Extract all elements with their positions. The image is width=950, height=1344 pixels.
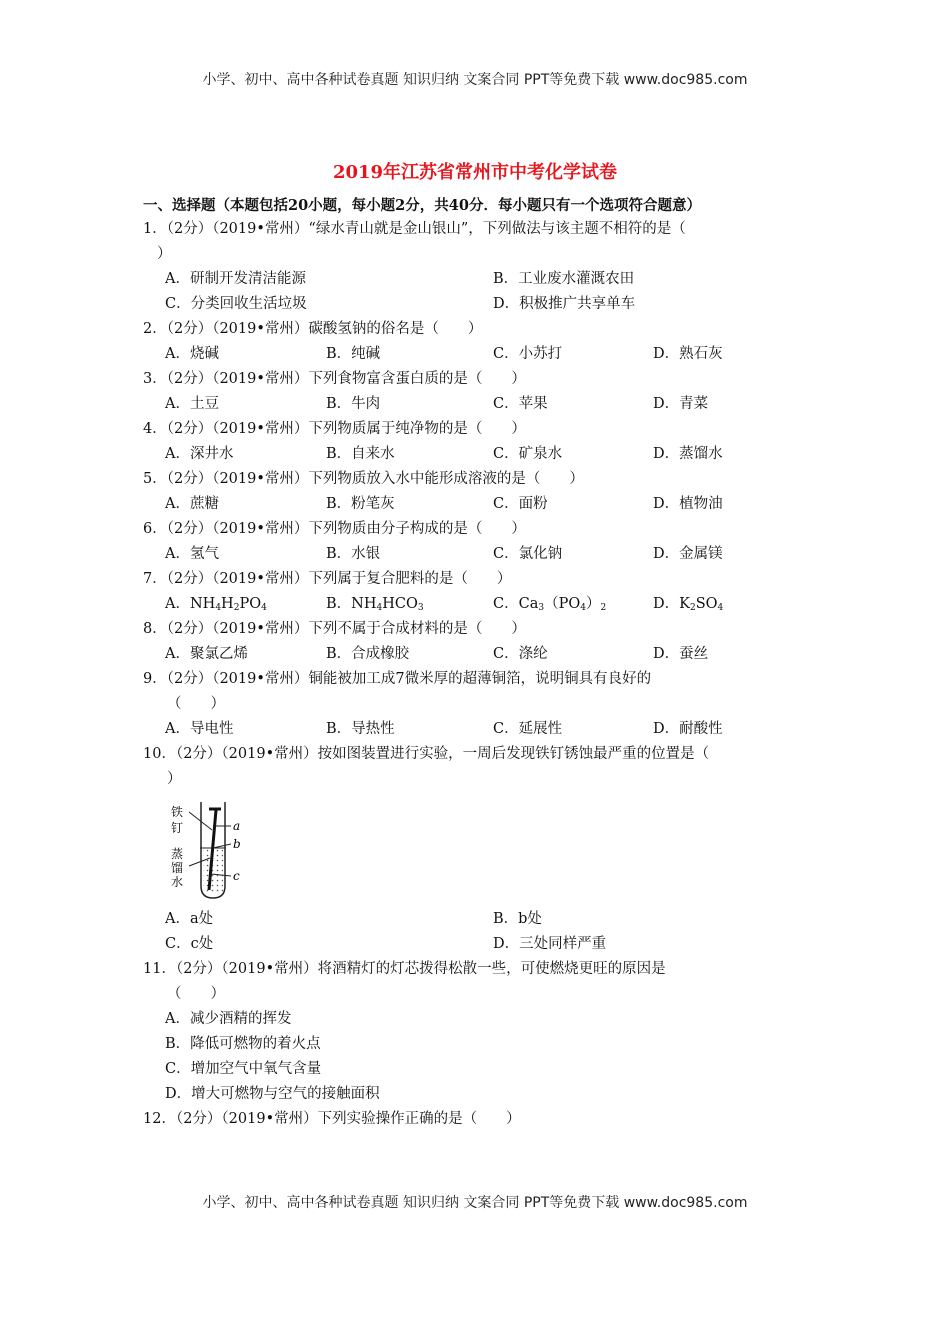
option-b: B．自来水 — [326, 446, 395, 462]
option-a: A．研制开发清洁能源 — [165, 271, 306, 287]
option-d: D．增大可燃物与空气的接触面积 — [165, 1086, 380, 1102]
option-a: A．导电性 — [165, 721, 234, 737]
option-a: A．蔗糖 — [165, 496, 219, 512]
label-water-3: 水 — [171, 875, 184, 889]
options-row — [143, 907, 808, 932]
page-title: 2019年江苏省常州市中考化学试卷 — [332, 162, 618, 183]
option-b: B．水银 — [326, 546, 381, 562]
option-b: B．粉笔灰 — [326, 496, 395, 512]
option-a: A．烧碱 — [165, 346, 219, 362]
option-b: B．合成橡胶 — [326, 646, 410, 662]
label-iron-1: 铁 — [171, 805, 184, 819]
options-row — [143, 267, 808, 292]
options-row — [143, 392, 808, 417]
option-a: A．氢气 — [165, 546, 219, 562]
mark-c: c — [233, 869, 240, 883]
option-d: D．植物油 — [653, 496, 723, 512]
test-tube-figure — [143, 792, 808, 907]
option-d: D．金属镁 — [653, 546, 723, 562]
options-row — [143, 1032, 808, 1057]
option-a: A．减少酒精的挥发 — [165, 1011, 292, 1027]
option-d: D．$K_2SO_4$ — [653, 596, 724, 613]
option-c: C．c处 — [165, 936, 214, 952]
option-c: C．$Ca_3(PO_4)_2$ — [493, 596, 607, 613]
question-stem: 10．（2分）（2019•常州）按如图装置进行实验，一周后发现铁钉锈蚀最严重的位置是（ — [143, 746, 710, 762]
pointer-b — [213, 844, 231, 848]
option-c: C．苹果 — [493, 396, 548, 412]
options-row — [143, 932, 808, 957]
options-row — [143, 342, 808, 367]
option-d: D．蚕丝 — [653, 646, 709, 662]
question-stem: 3．（2分）（2019•常州）下列食物富含蛋白质的是（ ） — [143, 371, 526, 387]
options-row — [143, 1082, 808, 1107]
question-stem: 5．（2分）（2019•常州）下列物质放入水中能形成溶液的是（ ） — [143, 471, 584, 487]
label-iron-2: 钉 — [171, 821, 184, 835]
options-row — [143, 1057, 808, 1082]
test-tube-diagram — [165, 798, 275, 903]
option-d: D．积极推广共享单车 — [493, 296, 636, 312]
option-a: A．聚氯乙烯 — [165, 646, 248, 662]
options-row — [143, 292, 808, 317]
option-c: C．面粉 — [493, 496, 548, 512]
question-stem: 11．（2分）（2019•常州）将酒精灯的灯芯拨得松散一些，可使燃烧更旺的原因是 — [143, 961, 666, 977]
exam-content — [143, 195, 808, 1132]
option-b: B．导热性 — [326, 721, 395, 737]
option-d: D．耐酸性 — [653, 721, 723, 737]
option-b: B．纯碱 — [326, 346, 381, 362]
mark-a: a — [233, 819, 241, 833]
options-row — [143, 592, 808, 617]
option-b: B．牛肉 — [326, 396, 381, 412]
question-stem: 12．（2分）（2019•常州）下列实验操作正确的是（ ） — [143, 1111, 521, 1127]
question-stem: 2．（2分）（2019•常州）碳酸氢钠的俗名是（ ） — [143, 321, 483, 337]
label-water-2: 馏 — [171, 861, 184, 875]
options-row — [143, 542, 808, 567]
question-stem: 6．（2分）（2019•常州）下列物质由分子构成的是（ ） — [143, 521, 526, 537]
question-stem: 1．（2分）（2019•常州）“绿水青山就是金山银山”，下列做法与该主题不相符的是（ — [143, 221, 686, 237]
option-c: C．氯化钠 — [493, 546, 563, 562]
option-c: C．延展性 — [493, 721, 563, 737]
option-c: C．分类回收生活垃圾 — [165, 296, 307, 312]
option-b: B．工业废水灌溉农田 — [493, 271, 635, 287]
question-stem-cont: ） — [157, 246, 172, 262]
option-c: C．矿泉水 — [493, 446, 563, 462]
option-c: C．增加空气中氧气含量 — [165, 1061, 322, 1077]
option-c: C．小苏打 — [493, 346, 563, 362]
option-a: A．土豆 — [165, 396, 219, 412]
question-stem: 9．（2分）（2019•常州）铜能被加工成7微米厚的超薄铜箔，说明铜具有良好的 — [143, 671, 652, 687]
question-stem-cont: （ ） — [167, 696, 225, 712]
option-d: D．青菜 — [653, 396, 709, 412]
options-row — [143, 717, 808, 742]
options-row — [143, 442, 808, 467]
mark-b: b — [233, 837, 241, 851]
question-stem-cont: （ ） — [167, 986, 225, 1002]
option-b: B．$NH_4HCO_3$ — [326, 596, 424, 613]
option-a: A．a处 — [165, 911, 214, 927]
option-b: B．b处 — [493, 911, 542, 927]
section-heading: 一、选择题（本题包括20小题，每小题2分，共40分．每小题只有一个选项符合题意） — [143, 197, 701, 214]
question-stem: 4．（2分）（2019•常州）下列物质属于纯净物的是（ ） — [143, 421, 526, 437]
option-d: D．三处同样严重 — [493, 936, 607, 952]
options-row — [143, 642, 808, 667]
option-d: D．熟石灰 — [653, 346, 723, 362]
header-banner: 小学、初中、高中各种试卷真题 知识归纳 文案合同 PPT等免费下载 www.doc985.com — [202, 72, 748, 88]
option-d: D．蒸馏水 — [653, 446, 723, 462]
footer-banner: 小学、初中、高中各种试卷真题 知识归纳 文案合同 PPT等免费下载 www.doc985.com — [202, 1195, 748, 1211]
option-a: A．$NH_4H_2PO_4$ — [165, 596, 267, 613]
question-stem-cont: ） — [167, 771, 182, 787]
options-row — [143, 1007, 808, 1032]
option-a: A．深井水 — [165, 446, 234, 462]
options-row — [143, 492, 808, 517]
question-stem: 8．（2分）（2019•常州）下列不属于合成材料的是（ ） — [143, 621, 526, 637]
option-b: B．降低可燃物的着火点 — [165, 1036, 321, 1052]
option-c: C．涤纶 — [493, 646, 548, 662]
label-water-1: 蒸 — [171, 847, 184, 861]
question-stem: 7．（2分）（2019•常州）下列属于复合肥料的是（ ） — [143, 571, 512, 587]
